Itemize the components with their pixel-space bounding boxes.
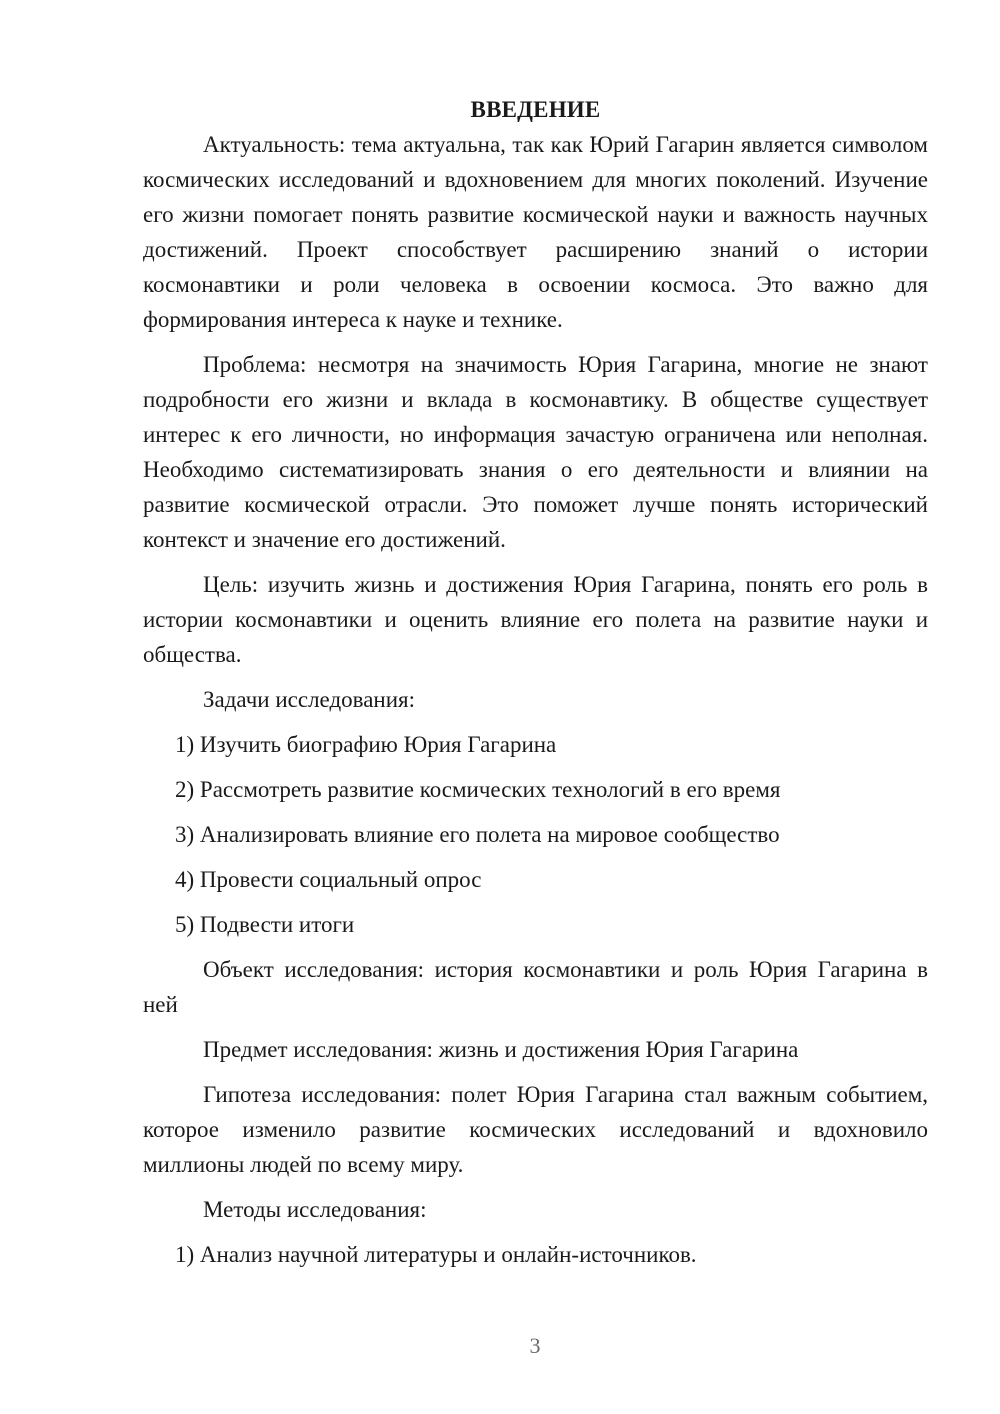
- method-item: 1) Анализ научной литературы и онлайн-источников.: [175, 1242, 697, 1267]
- task-item: 3) Анализировать влияние его полета на мировое сообщество: [175, 822, 780, 847]
- task-item: 2) Рассмотреть развитие космических технологий в его время: [175, 777, 781, 802]
- task-item: 5) Подвести итоги: [175, 912, 355, 937]
- tasks-list: [143, 727, 928, 942]
- object-paragraph: Объект исследования: история космонавтики и роль Юрия Гагарина в ней: [143, 957, 928, 1017]
- methods-list: [143, 1237, 928, 1272]
- goal-paragraph: Цель: изучить жизнь и достижения Юрия Гагарина, понять его роль в истории космонавтики и оценить влияние его полета на развитие науки и общества.: [143, 572, 928, 667]
- hypothesis-paragraph: Гипотеза исследования: полет Юрия Гагарина стал важным событием, которое изменило развитие космических исследований и вдохновило миллионы людей по всему миру.: [143, 1082, 928, 1177]
- subject-paragraph: Предмет исследования: жизнь и достижения Юрия Гагарина: [203, 1037, 799, 1062]
- tasks-heading: Задачи исследования:: [203, 687, 416, 712]
- relevance-paragraph: Актуальность: тема актуальна, так как Юрий Гагарин является символом космических исследований и вдохновением для многих поколений. Изучение его жизни помогает понять развитие космической науки и важность научных достижений. Проект способствует расширению знаний о истории космонавтики и роли человека в освоении космоса. Это важно для формирования интереса к науке и технике.: [143, 132, 928, 332]
- problem-paragraph: Проблема: несмотря на значимость Юрия Гагарина, многие не знают подробности его жизни и вклада в космонавтику. В обществе существует интерес к его личности, но информация зачастую ограничена или неполная. Необходимо систематизировать знания о его деятельности и влиянии на развитие космической отрасли. Это поможет лучше понять исторический контекст и значение его достижений.: [143, 352, 928, 552]
- methods-heading: Методы исследования:: [203, 1197, 427, 1222]
- page-number: 3: [529, 1333, 541, 1358]
- task-item: 1) Изучить биографию Юрия Гагарина: [175, 732, 557, 757]
- section-title: ВВЕДЕНИЕ: [470, 97, 601, 122]
- document-page: [143, 92, 928, 1272]
- task-item: 4) Провести социальный опрос: [175, 867, 482, 892]
